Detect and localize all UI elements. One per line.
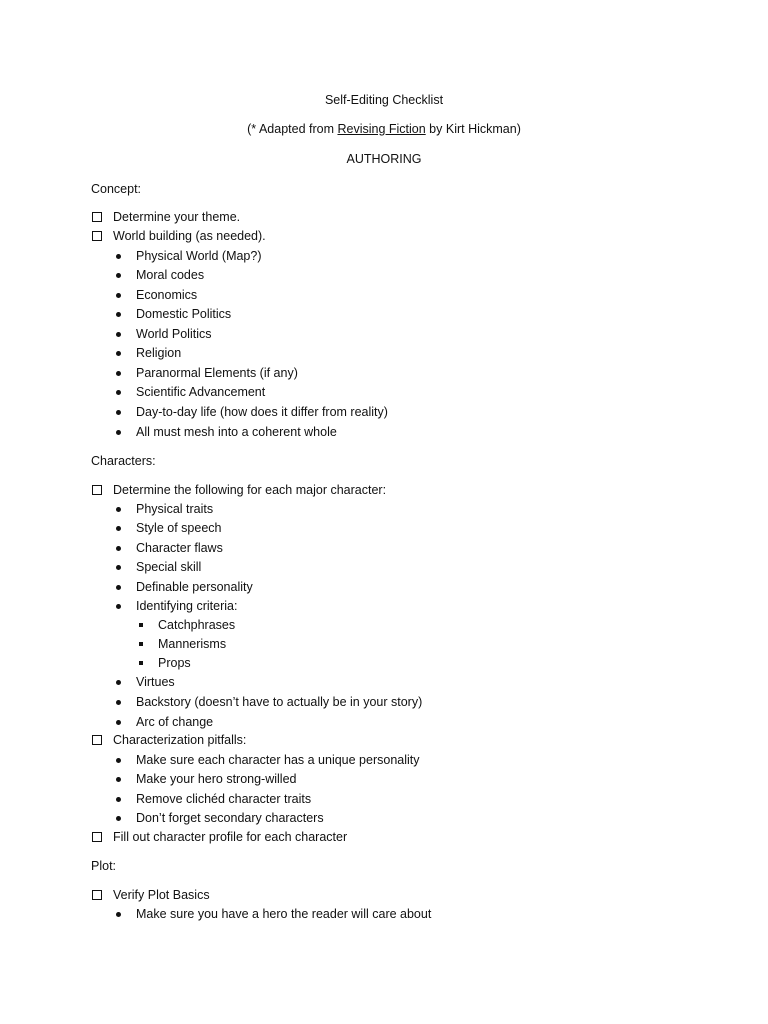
bullet-icon [116,371,121,376]
list-item: Day-to-day life (how does it differ from reality) [136,405,388,419]
list-item: Remove clichéd character traits [136,792,312,806]
list-item: All must mesh into a coherent whole [136,425,337,439]
bullet-icon [116,430,121,435]
list-item: Domestic Politics [136,307,232,321]
list-item: Make sure each character has a unique personality [136,753,420,767]
characters-heading: Characters: [91,454,156,468]
subtitle-prefix: (* Adapted from [247,122,338,136]
list-item: Definable personality [136,580,253,594]
bullet-icon [116,254,121,259]
list-item: Make sure you have a hero the reader will care about [136,907,432,921]
checklist-item: Determine the following for each major character: [113,483,387,497]
list-item: Physical World (Map?) [136,249,262,263]
list-item: Style of speech [136,521,222,535]
list-item: World Politics [136,327,212,341]
checklist-item: World building (as needed). [113,229,266,243]
list-item: Don’t forget secondary characters [136,811,324,825]
section-heading: AUTHORING [346,152,422,166]
book-title: Revising Fiction [337,122,426,136]
checkbox-icon[interactable] [92,890,102,900]
bullet-icon [116,604,121,609]
checklist-item: Determine your theme. [113,210,241,224]
square-bullet-icon [139,642,143,646]
plot-heading: Plot: [91,859,117,873]
checklist-item: Characterization pitfalls: [113,733,247,747]
document-subtitle [0,122,768,136]
sub-list-item: Catchphrases [158,618,236,632]
checkbox-icon[interactable] [92,832,102,842]
bullet-icon [116,332,121,337]
bullet-icon [116,777,121,782]
checkbox-icon[interactable] [92,485,102,495]
list-item: Scientific Advancement [136,385,266,399]
checkbox-icon[interactable] [92,735,102,745]
document-title: Self-Editing Checklist [324,93,444,107]
sub-list-item: Props [158,656,191,670]
bullet-icon [116,700,121,705]
bullet-icon [116,758,121,763]
checklist-item: Verify Plot Basics [113,888,210,902]
bullet-icon [116,293,121,298]
sub-list-item: Mannerisms [158,637,227,651]
concept-heading: Concept: [91,182,142,196]
list-item: Special skill [136,560,202,574]
bullet-icon [116,410,121,415]
bullet-icon [116,526,121,531]
list-item: Character flaws [136,541,223,555]
list-item: Backstory (doesn’t have to actually be in your story) [136,695,423,709]
bullet-icon [116,720,121,725]
bullet-icon [116,680,121,685]
list-item: Physical traits [136,502,214,516]
bullet-icon [116,565,121,570]
bullet-icon [116,507,121,512]
list-item: Moral codes [136,268,205,282]
bullet-icon [116,390,121,395]
bullet-icon [116,797,121,802]
square-bullet-icon [139,661,143,665]
bullet-icon [116,816,121,821]
list-item: Identifying criteria: [136,599,238,613]
bullet-icon [116,546,121,551]
list-item: Paranormal Elements (if any) [136,366,298,380]
checklist-item: Fill out character profile for each character [113,830,348,844]
list-item: Virtues [136,675,175,689]
bullet-icon [116,351,121,356]
list-item: Economics [136,288,198,302]
list-item: Religion [136,346,182,360]
list-item: Make your hero strong-willed [136,772,297,786]
square-bullet-icon [139,623,143,627]
bullet-icon [116,912,121,917]
checkbox-icon[interactable] [92,212,102,222]
list-item: Arc of change [136,715,214,729]
subtitle-suffix: by Kirt Hickman) [425,122,521,136]
bullet-icon [116,273,121,278]
checkbox-icon[interactable] [92,231,102,241]
bullet-icon [116,585,121,590]
bullet-icon [116,312,121,317]
